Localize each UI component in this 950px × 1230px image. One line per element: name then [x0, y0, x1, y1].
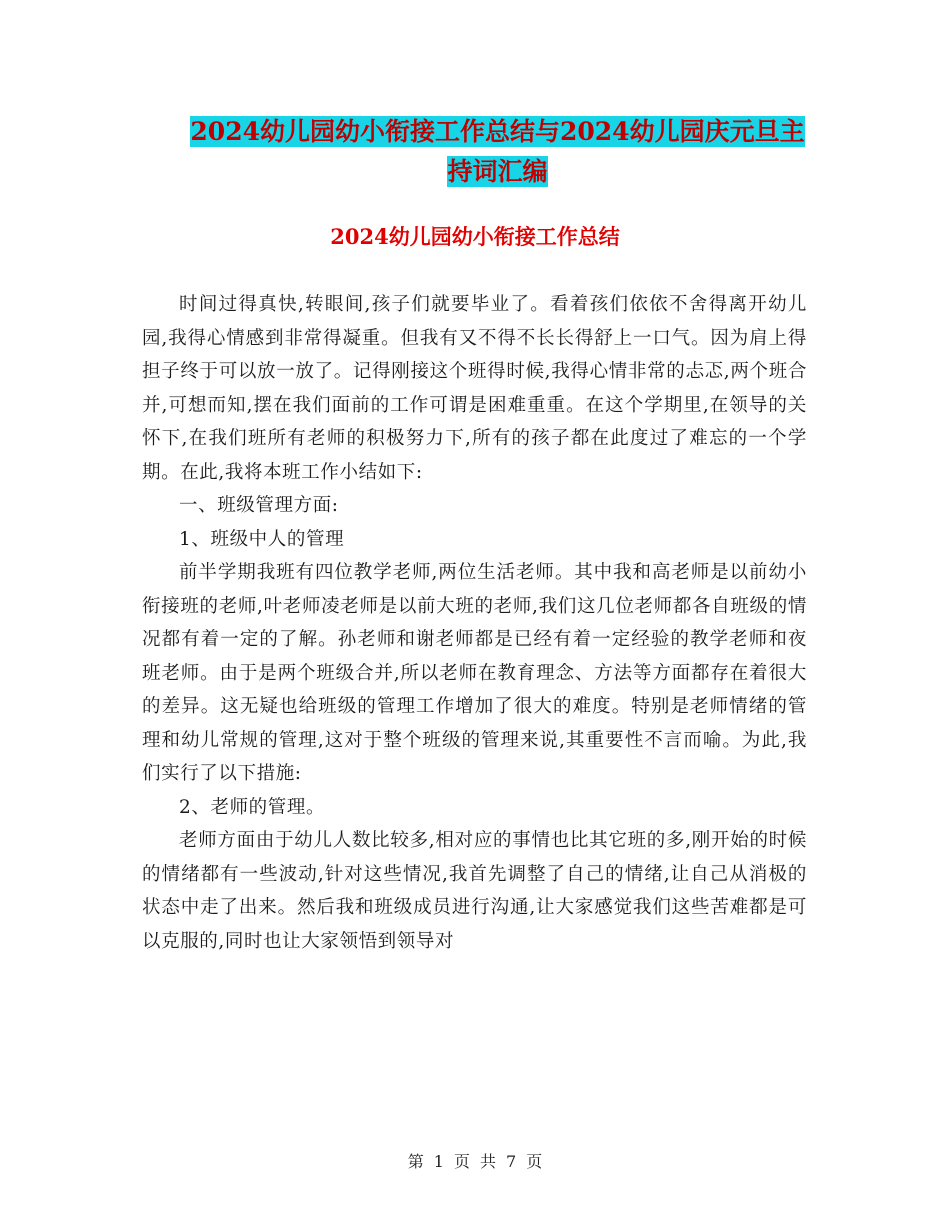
page-number-current: 1: [433, 1152, 444, 1171]
paragraph: 1、班级中人的管理: [179, 528, 345, 550]
paragraph: 老师方面由于幼儿人数比较多,相对应的事情也比其它班的多,刚开始的时候的情绪都有一些波动,针对这些情况,我首先调整了自己的情绪,让自己从消极的状态中走了出来。然后我和班级成员进行沟通,让大家感觉我们这些苦难都是可以克服的,同时也让大家领悟到领导对: [142, 830, 807, 952]
document-body: [142, 288, 807, 958]
footer-total-word: 共: [480, 1152, 497, 1171]
title-line-2: 持词汇编: [447, 157, 548, 186]
document-title: [140, 112, 855, 192]
page-footer: [0, 1150, 950, 1174]
paragraph: 前半学期我班有四位教学老师,两位生活老师。其中我和高老师是以前幼小衔接班的老师,叶老师凌老师是以前大班的老师,我们这几位老师都各自班级的情况都有着一定的了解。孙老师和谢老师都是已经有着一定经验的教学老师和夜班老师。由于是两个班级合并,所以老师在教育理念、方法等方面都存在着很大的差异。这无疑也给班级的管理工作增加了很大的难度。特别是老师情绪的管理和幼儿常规的管理,这对于整个班级的管理来说,其重要性不言而喻。为此,我们实行了以下措施:: [142, 562, 807, 784]
page-number-total: 7: [506, 1152, 517, 1171]
paragraph: 2、老师的管理。: [179, 796, 326, 818]
section-title: 2024幼儿园幼小衔接工作总结: [330, 224, 620, 249]
title-line-1: 2024幼儿园幼小衔接工作总结与2024幼儿园庆元旦主: [190, 117, 805, 146]
footer-page-word: 页: [453, 1152, 470, 1171]
paragraph: 一、班级管理方面:: [179, 495, 339, 516]
footer-prefix: 第: [407, 1152, 424, 1171]
paragraph: 时间过得真快,转眼间,孩子们就要毕业了。看着孩们依依不舍得离开幼儿园,我得心情感到非常得凝重。但我有又不得不长长得舒上一口气。因为肩上得担子终于可以放一放了。记得刚接这个班得时候,我得心情非常的忐忑,两个班合并,可想而知,摆在我们面前的工作可谓是困难重重。在这个学期里,在领导的关怀下,在我们班所有老师的积极努力下,所有的孩子都在此度过了难忘的一个学期。在此,我将本班工作小结如下:: [142, 294, 807, 483]
footer-suffix: 页: [526, 1152, 543, 1171]
